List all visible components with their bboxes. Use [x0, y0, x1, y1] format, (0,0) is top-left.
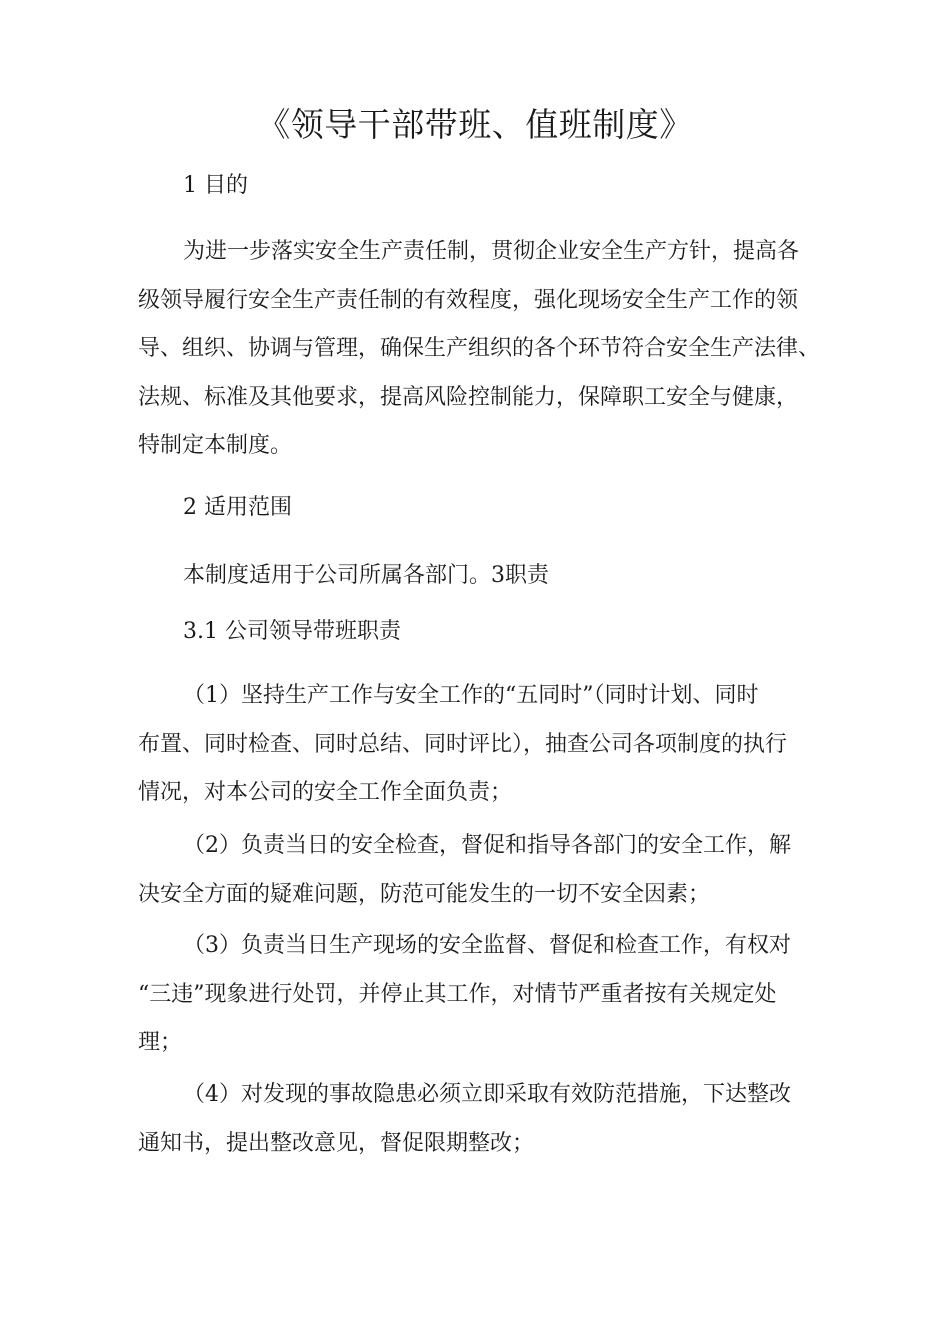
- duty-item-2: [138, 822, 828, 919]
- paragraph-line: 通知书，提出整改意见，督促限期整改；: [138, 1130, 535, 1156]
- duty-item-1: [138, 672, 828, 818]
- paragraph-line: （3）负责当日生产现场的安全监督、督促和检查工作，有权对: [183, 933, 791, 958]
- paragraph-line: 导、组织、协调与管理，确保生产组织的各个环节符合安全生产法律、: [138, 336, 821, 361]
- document-title: 《领导干部带班、值班制度》: [257, 105, 693, 144]
- paragraph-line: （2）负责当日的安全检查，督促和指导各部门的安全工作，解: [183, 833, 791, 858]
- paragraph-line: “三违”现象进行处罚，并停止其工作，对情节严重者按有关规定处: [138, 981, 777, 1007]
- scope-paragraph: 本制度适用于公司所属各部门。3职责: [183, 563, 549, 588]
- paragraph-line: 为进一步落实安全生产责任制，贯彻企业安全生产方针，提高各: [183, 239, 800, 264]
- paragraph-line: 法规、标准及其他要求，提高风险控制能力，保障职工安全与健康，: [138, 384, 799, 410]
- duty-item-3: [138, 922, 828, 1068]
- paragraph-line: 决安全方面的疑难问题，防范可能发生的一切不安全因素；: [138, 881, 711, 907]
- paragraph-line: 情况，对本公司的安全工作全面负责；: [138, 780, 513, 805]
- section-heading-leader-duties: 3.1 公司领导带班职责: [183, 619, 401, 644]
- paragraph-line: 级领导履行安全生产责任制的有效程度，强化现场安全生产工作的领: [138, 287, 799, 313]
- paragraph-line: （1）坚持生产工作与安全工作的“五同时”（同时计划、同时: [183, 683, 759, 708]
- paragraph-line: 理；: [138, 1030, 183, 1055]
- section-heading-purpose: 1 目的: [183, 173, 248, 198]
- duty-item-4: [138, 1071, 828, 1168]
- section-heading-scope: 2 适用范围: [183, 495, 292, 520]
- paragraph-line: 布置、同时检查、同时总结、同时评比），抽查公司各项制度的执行: [138, 731, 788, 757]
- paragraph-line: 特制定本制度。: [138, 433, 293, 458]
- purpose-paragraph: [138, 228, 828, 471]
- paragraph-line: （4）对发现的事故隐患必须立即采取有效防范措施，下达整改: [183, 1082, 791, 1107]
